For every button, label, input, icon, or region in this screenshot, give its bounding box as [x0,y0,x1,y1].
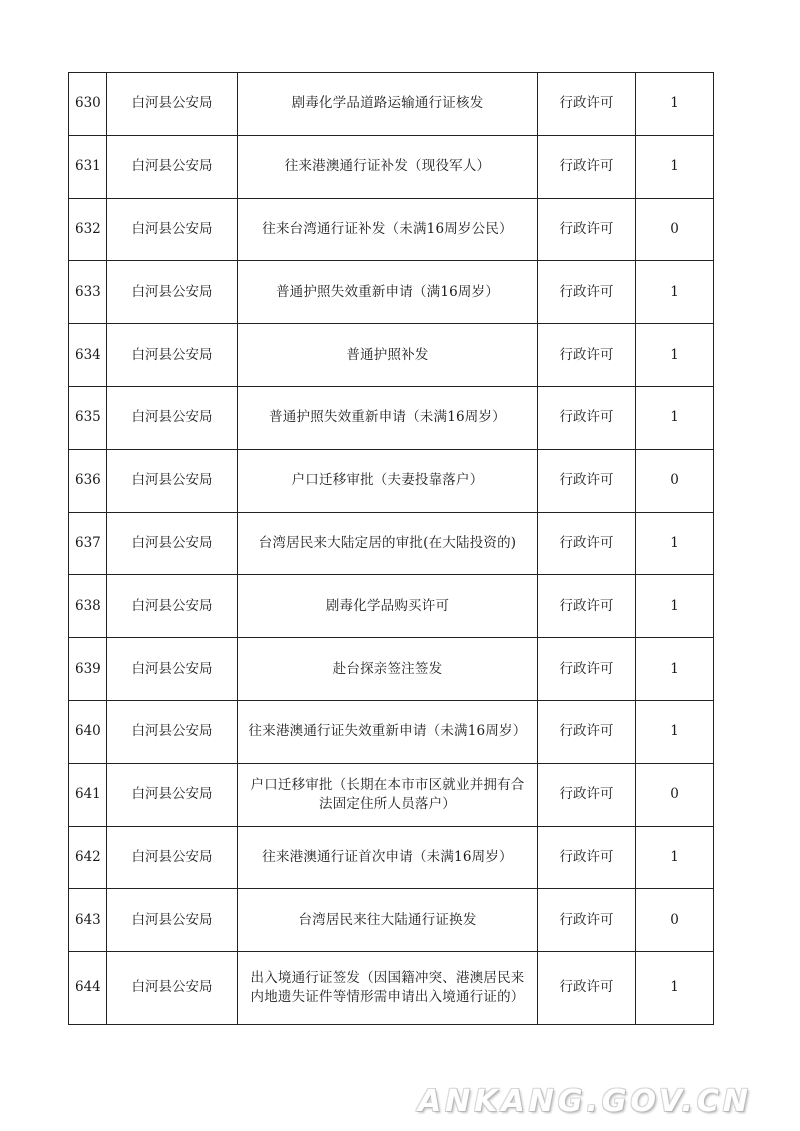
table-row [69,763,714,826]
item-type-cell: 行政许可 [538,700,636,763]
count-cell: 1 [636,952,714,1025]
item-type-cell: 行政许可 [538,261,636,324]
count-cell: 1 [636,826,714,889]
department-cell: 白河县公安局 [107,763,238,826]
count-cell: 0 [636,763,714,826]
count-cell: 1 [636,575,714,638]
item-type-cell: 行政许可 [538,638,636,701]
item-type-cell: 行政许可 [538,135,636,198]
department-cell: 白河县公安局 [107,512,238,575]
table-row [69,386,714,449]
table-row [69,700,714,763]
table-row [69,575,714,638]
count-cell: 1 [636,73,714,136]
count-cell: 0 [636,449,714,512]
count-cell: 1 [636,386,714,449]
item-type-cell: 行政许可 [538,763,636,826]
row-number: 644 [69,952,107,1025]
count-cell: 1 [636,135,714,198]
department-cell: 白河县公安局 [107,700,238,763]
department-cell: 白河县公安局 [107,638,238,701]
department-cell: 白河县公安局 [107,386,238,449]
item-type-cell: 行政许可 [538,889,636,952]
table-row [69,135,714,198]
item-type-cell: 行政许可 [538,198,636,261]
department-cell: 白河县公安局 [107,135,238,198]
row-number: 643 [69,889,107,952]
table-row [69,638,714,701]
table-row [69,826,714,889]
department-cell: 白河县公安局 [107,261,238,324]
item-name-cell: 户口迁移审批（夫妻投靠落户） [238,449,538,512]
row-number: 631 [69,135,107,198]
row-number: 640 [69,700,107,763]
count-cell: 1 [636,512,714,575]
table-row [69,889,714,952]
item-name-cell: 出入境通行证签发（因国籍冲突、港澳居民来内地遗失证件等情形需申请出入境通行证的） [238,952,538,1025]
item-name-cell: 剧毒化学品购买许可 [238,575,538,638]
row-number: 632 [69,198,107,261]
item-name-cell: 往来港澳通行证失效重新申请（未满16周岁） [238,700,538,763]
item-type-cell: 行政许可 [538,826,636,889]
item-type-cell: 行政许可 [538,575,636,638]
count-cell: 1 [636,324,714,387]
row-number: 636 [69,449,107,512]
row-number: 635 [69,386,107,449]
item-name-cell: 赴台探亲签注签发 [238,638,538,701]
permit-table [68,72,714,1025]
row-number: 641 [69,763,107,826]
department-cell: 白河县公安局 [107,575,238,638]
table-row [69,512,714,575]
item-name-cell: 台湾居民来大陆定居的审批(在大陆投资的) [238,512,538,575]
count-cell: 1 [636,261,714,324]
item-name-cell: 台湾居民来往大陆通行证换发 [238,889,538,952]
count-cell: 1 [636,700,714,763]
row-number: 642 [69,826,107,889]
item-name-cell: 普通护照失效重新申请（未满16周岁） [238,386,538,449]
table-row [69,73,714,136]
item-type-cell: 行政许可 [538,386,636,449]
site-watermark: ANKANG.GOV.CN [417,1084,752,1119]
department-cell: 白河县公安局 [107,73,238,136]
row-number: 637 [69,512,107,575]
table-row [69,324,714,387]
item-type-cell: 行政许可 [538,449,636,512]
item-name-cell: 往来港澳通行证首次申请（未满16周岁） [238,826,538,889]
item-type-cell: 行政许可 [538,952,636,1025]
department-cell: 白河县公安局 [107,198,238,261]
table-row [69,952,714,1025]
item-name-cell: 剧毒化学品道路运输通行证核发 [238,73,538,136]
row-number: 633 [69,261,107,324]
item-type-cell: 行政许可 [538,324,636,387]
department-cell: 白河县公安局 [107,826,238,889]
table-row [69,198,714,261]
row-number: 639 [69,638,107,701]
count-cell: 1 [636,638,714,701]
item-type-cell: 行政许可 [538,73,636,136]
table-row [69,449,714,512]
department-cell: 白河县公安局 [107,449,238,512]
row-number: 634 [69,324,107,387]
item-type-cell: 行政许可 [538,512,636,575]
item-name-cell: 往来台湾通行证补发（未满16周岁公民） [238,198,538,261]
count-cell: 0 [636,198,714,261]
item-name-cell: 往来港澳通行证补发（现役军人） [238,135,538,198]
row-number: 638 [69,575,107,638]
count-cell: 0 [636,889,714,952]
item-name-cell: 户口迁移审批（长期在本市市区就业并拥有合法固定住所人员落户） [238,763,538,826]
item-name-cell: 普通护照失效重新申请（满16周岁） [238,261,538,324]
department-cell: 白河县公安局 [107,952,238,1025]
department-cell: 白河县公安局 [107,324,238,387]
department-cell: 白河县公安局 [107,889,238,952]
item-name-cell: 普通护照补发 [238,324,538,387]
row-number: 630 [69,73,107,136]
table-row [69,261,714,324]
